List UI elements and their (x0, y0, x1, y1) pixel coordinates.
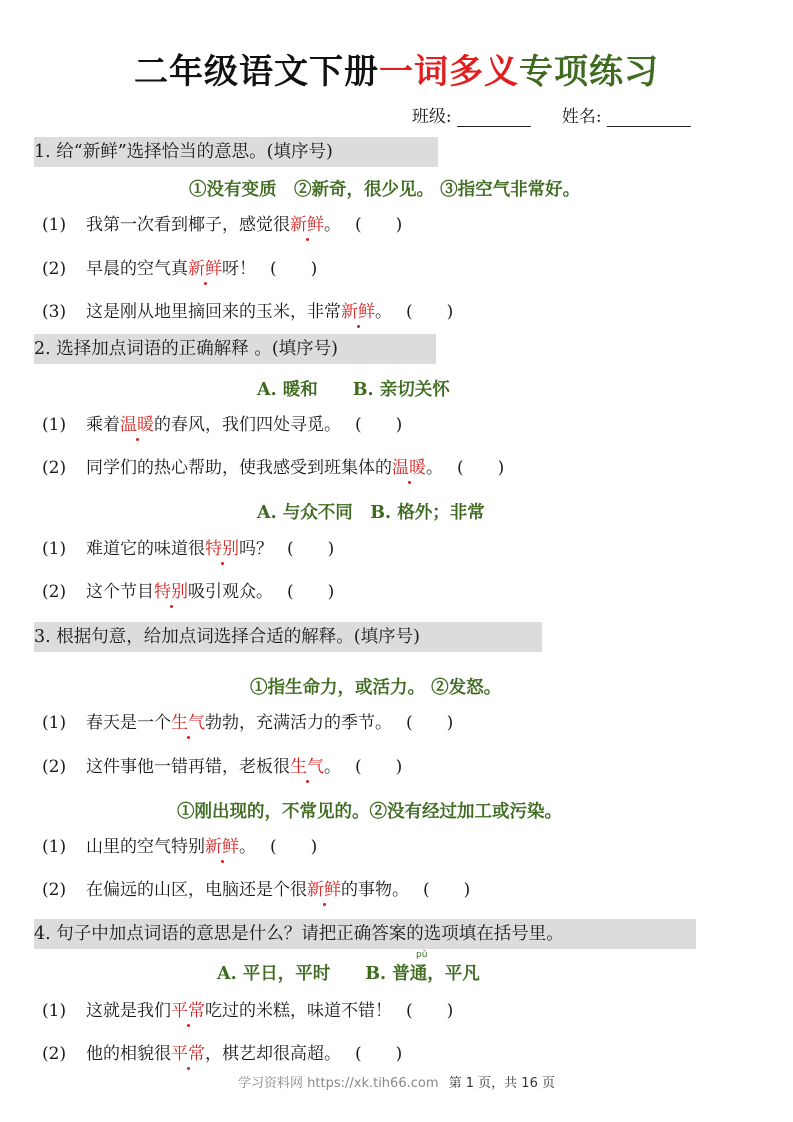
section-4-heading: 4. 句子中加点词语的意思是什么？请把正确答案的选项填在括号里。 (34, 919, 696, 949)
answer-blank[interactable]: ( ) (457, 458, 505, 478)
dotted-word: 温暖 (120, 415, 154, 435)
question-1-3: (3) 这是刚从地里摘回来的玉米，非常新鲜。 ( ) (42, 297, 453, 322)
question-2-4: (2) 这个节目特别吸引观众。 ( ) (42, 577, 334, 602)
section-2-options-a: A. 暖和 B. 亲切关怀 (257, 380, 450, 400)
dotted-word: 平常 (171, 1001, 205, 1021)
dotted-word: 特别 (205, 539, 239, 559)
answer-blank[interactable]: ( ) (406, 713, 454, 733)
question-2-3: (1) 难道它的味道很特别吗？ ( ) (42, 534, 334, 559)
answer-blank[interactable]: ( ) (406, 302, 454, 322)
name-label: 姓名: (561, 107, 602, 127)
title-suffix: 专项练习 (519, 52, 659, 92)
page-title (0, 44, 793, 93)
name-blank[interactable] (607, 108, 691, 127)
question-4-2: (2) 他的相貌很平常，棋艺却很高超。 ( ) (42, 1039, 402, 1064)
section-3-options-b: ①刚出现的，不常见的。②没有经过加工或污染。 (177, 802, 562, 822)
dotted-word: 新鲜 (307, 880, 341, 900)
page-footer (0, 1072, 793, 1091)
answer-blank[interactable]: ( ) (406, 1001, 454, 1021)
answer-blank[interactable]: ( ) (423, 880, 471, 900)
section-1-heading: 1. 给“新鲜”选择恰当的意思。(填序号) (34, 137, 438, 167)
question-3-1: (1) 春天是一个生气勃勃，充满活力的季节。 ( ) (42, 708, 453, 733)
dotted-word: 新鲜 (341, 302, 375, 322)
answer-blank[interactable]: ( ) (287, 539, 335, 559)
section-3-options-a: ①指生命力，或活力。 ②发怒。 (250, 678, 502, 698)
pinyin-annotation: pǔ (416, 950, 428, 960)
question-1-2: (2) 早晨的空气真新鲜呀！ ( ) (42, 254, 317, 279)
title-grade: 二年级语文下册 (134, 52, 379, 92)
answer-blank[interactable]: ( ) (270, 837, 318, 857)
dotted-word: 新鲜 (290, 215, 324, 235)
class-blank[interactable] (457, 108, 531, 127)
dotted-word: 新鲜 (188, 259, 222, 279)
question-3-3: (1) 山里的空气特别新鲜。 ( ) (42, 832, 317, 857)
answer-blank[interactable]: ( ) (287, 582, 335, 602)
answer-blank[interactable]: ( ) (355, 215, 403, 235)
title-topic: 一词多义 (379, 52, 519, 92)
section-2-heading: 2. 选择加点词语的正确解释 。(填序号) (34, 334, 436, 364)
dotted-word: 平常 (171, 1044, 205, 1064)
question-2-2: (2) 同学们的热心帮助，使我感受到班集体的温暖。 ( ) (42, 453, 504, 478)
dotted-word: 生气 (290, 757, 324, 777)
answer-blank[interactable]: ( ) (355, 757, 403, 777)
student-info (412, 102, 691, 127)
question-1-1: (1) 我第一次看到椰子，感觉很新鲜。 ( ) (42, 210, 402, 235)
question-4-1: (1) 这就是我们平常吃过的米糕，味道不错！ ( ) (42, 996, 453, 1021)
answer-blank[interactable]: ( ) (355, 1044, 403, 1064)
answer-blank[interactable]: ( ) (355, 415, 403, 435)
dotted-word: 特别 (154, 582, 188, 602)
section-3-heading: 3. 根据句意，给加点词选择合适的解释。(填序号) (34, 622, 542, 652)
class-label: 班级: (411, 107, 452, 127)
page-number: 第 1 页，共 16 页 (448, 1076, 555, 1091)
dotted-word: 新鲜 (205, 837, 239, 857)
question-3-2: (2) 这件事他一错再错，老板很生气。 ( ) (42, 752, 402, 777)
section-1-options: ①没有变质 ②新奇，很少见。 ③指空气非常好。 (189, 180, 581, 200)
question-3-4: (2) 在偏远的山区，电脑还是个很新鲜的事物。 ( ) (42, 875, 470, 900)
dotted-word: 生气 (171, 713, 205, 733)
section-2-options-b: A. 与众不同 B. 格外；非常 (257, 503, 485, 523)
answer-blank[interactable]: ( ) (270, 259, 318, 279)
watermark: 学习资料网 https://xk.tih66.com (238, 1076, 439, 1091)
dotted-word: 温暖 (392, 458, 426, 478)
section-4-options: A. 平日，平时 B. 普通，平凡 (217, 964, 480, 984)
question-2-1: (1) 乘着温暖的春风，我们四处寻觅。 ( ) (42, 410, 402, 435)
